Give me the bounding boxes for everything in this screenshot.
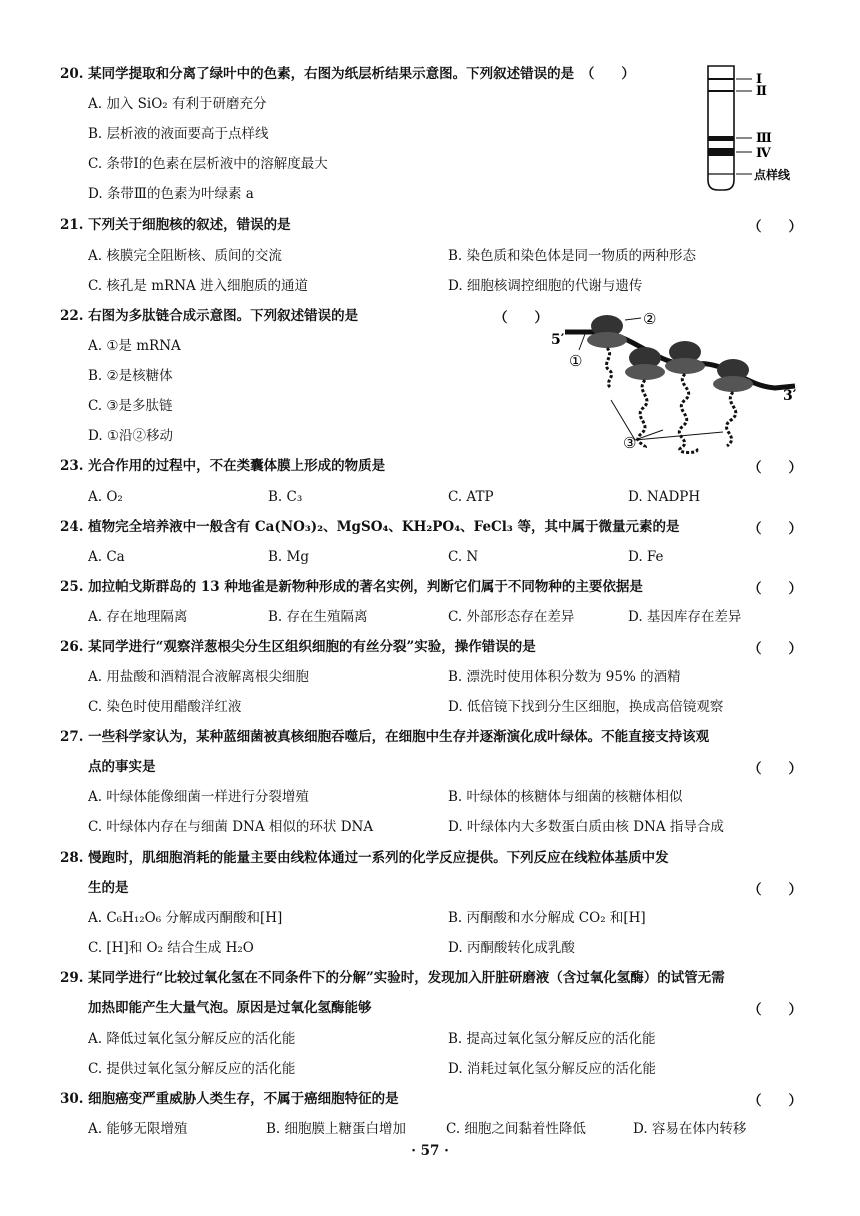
label-2: ② [643, 310, 657, 328]
question-24-option-c: C. N [448, 549, 479, 565]
question-20-option-b: B. 层析液的液面要高于点样线 [88, 126, 269, 142]
question-26-answer-blank[interactable]: （ ） [748, 641, 802, 657]
question-21-options [88, 276, 808, 296]
question-22-option-c: C. ③是多肽链 [88, 398, 173, 414]
chromatography-figure [700, 62, 810, 197]
question-23-options [88, 487, 808, 507]
question-30-option-a: A. 能够无限增殖 [88, 1121, 188, 1137]
question-26-option-c: C. 染色时使用醋酸洋红液 [88, 699, 242, 715]
label-5-prime: 5′ [551, 332, 565, 348]
question-25-option-b: B. 存在生殖隔离 [268, 609, 368, 625]
question-29-answer-blank[interactable]: （ ） [748, 1002, 802, 1018]
question-26-stem: 26. 某同学进行“观察洋葱根尖分生区组织细胞的有丝分裂”实验，操作错误的是 [60, 639, 536, 655]
question-28-options [88, 908, 808, 928]
question-27-option-b: B. 叶绿体的核糖体与细菌的核糖体相似 [448, 789, 683, 805]
question-28-option-d: D. 丙酮酸转化成乳酸 [448, 940, 575, 956]
question-21-stem: 21. 下列关于细胞核的叙述，错误的是 [60, 217, 291, 233]
question-26-option-b: B. 漂洗时使用体积分数为 95% 的酒精 [448, 669, 681, 685]
band-4 [708, 148, 734, 156]
question-30-option-b: B. 细胞膜上糖蛋白增加 [266, 1121, 407, 1137]
question-25-option-a: A. 存在地理隔离 [88, 609, 188, 625]
question-29-option-b: B. 提高过氧化氢分解反应的活化能 [448, 1031, 656, 1047]
question-26-options [88, 697, 808, 717]
question-29-stem: 29. 某同学进行“比较过氧化氢在不同条件下的分解”实验时，发现加入肝脏研磨液（含过氧化氢酶）的试管无需 [60, 970, 725, 986]
question-21-option-b: B. 染色质和染色体是同一物质的两种形态 [448, 248, 697, 264]
question-27-stem-cont: 点的事实是 [88, 759, 156, 775]
question-21-answer-blank[interactable]: （ ） [748, 219, 802, 235]
polypeptide-4 [726, 392, 735, 446]
ribosome-4 [713, 359, 753, 392]
translation-figure [545, 308, 810, 458]
question-30-options [88, 1119, 808, 1139]
question-24-stem: 24. 植物完全培养液中一般含有 Ca(NO₃)₂、MgSO₄、KH₂PO₄、FeCl₃ 等，其中属于微量元素的是 [60, 519, 680, 535]
question-27-option-d: D. 叶绿体内大多数蛋白质由核 DNA 指导合成 [448, 819, 724, 835]
question-30-stem: 30. 细胞癌变严重威胁人类生存，不属于癌细胞特征的是 [60, 1091, 399, 1107]
label-band-2: Ⅱ [756, 84, 767, 99]
question-25-options [88, 607, 808, 627]
pointer-2 [625, 318, 641, 320]
question-28-stem-cont: 生的是 [88, 880, 129, 896]
question-24-option-a: A. Ca [88, 549, 125, 565]
question-30-option-d: D. 容易在体内转移 [633, 1121, 747, 1137]
question-24-option-d: D. Fe [628, 549, 664, 565]
question-23-option-b: B. C₃ [268, 489, 303, 505]
question-29-options [88, 1029, 808, 1049]
ribosome-2 [625, 347, 665, 380]
question-27-options [88, 817, 808, 837]
question-25-option-c: C. 外部形态存在差异 [448, 609, 575, 625]
question-27-stem: 27. 一些科学家认为，某种蓝细菌被真核细胞吞噬后，在细胞中生存并逐渐演化成叶绿体。不能直接支持该观 [60, 729, 710, 745]
question-28-option-b: B. 丙酮酸和水分解成 CO₂ 和[H] [448, 910, 646, 926]
question-23-option-a: A. O₂ [88, 489, 123, 505]
question-30-option-c: C. 细胞之间黏着性降低 [446, 1121, 586, 1137]
question-20-option-c: C. 条带Ⅰ的色素在层析液中的溶解度最大 [88, 156, 328, 172]
question-28-answer-blank[interactable]: （ ） [748, 882, 802, 898]
question-23-stem: 23. 光合作用的过程中，不在类囊体膜上形成的物质是 [60, 458, 386, 474]
label-band-1: Ⅰ [756, 72, 763, 87]
question-24-options [88, 547, 808, 567]
band-1 [708, 78, 734, 80]
pointer-1 [579, 334, 585, 350]
ribosome-3 [665, 341, 705, 374]
label-1: ① [569, 352, 583, 370]
band-3 [708, 136, 734, 141]
question-22-stem: 22. 右图为多肽链合成示意图。下列叙述错误的是 [60, 308, 359, 324]
question-25-option-d: D. 基因库存在差异 [628, 609, 742, 625]
question-22-option-b: B. ②是核糖体 [88, 368, 173, 384]
question-22-answer-blank[interactable]: （ ） [494, 310, 548, 326]
polypeptide-3 [679, 374, 697, 453]
question-27-option-a: A. 叶绿体能像细菌一样进行分裂增殖 [88, 789, 309, 805]
question-20-option-d: D. 条带Ⅲ的色素为叶绿素 a [88, 186, 254, 202]
question-28-stem: 28. 慢跑时，肌细胞消耗的能量主要由线粒体通过一系列的化学反应提供。下列反应在线粒体基质中发 [60, 850, 669, 866]
polypeptide-1 [606, 348, 611, 388]
question-29-stem-cont: 加热即能产生大量气泡。原因是过氧化氢酶能够 [88, 1000, 372, 1016]
question-28-options [88, 938, 808, 958]
question-24-answer-blank[interactable]: （ ） [748, 521, 802, 537]
question-27-options [88, 787, 808, 807]
paper-strip [708, 66, 734, 190]
question-21-option-a: A. 核膜完全阻断核、质间的交流 [88, 248, 282, 264]
page-number: · 57 · [411, 1143, 449, 1159]
question-28-option-c: C. [H]和 O₂ 结合生成 H₂O [88, 940, 254, 956]
label-band-3: Ⅲ [756, 131, 772, 146]
question-20-option-a: A. 加入 SiO₂ 有利于研磨充分 [88, 96, 267, 112]
question-27-answer-blank[interactable]: （ ） [748, 761, 802, 777]
question-25-stem: 25. 加拉帕戈斯群岛的 13 种地雀是新物种形成的著名实例，判断它们属于不同物种的主要依据是 [60, 579, 643, 595]
question-29-options [88, 1059, 808, 1079]
question-27-option-c: C. 叶绿体内存在与细菌 DNA 相似的环状 DNA [88, 819, 374, 835]
question-21-options [88, 246, 808, 266]
question-28-option-a: A. C₆H₁₂O₆ 分解成丙酮酸和[H] [88, 910, 283, 926]
question-23-option-c: C. ATP [448, 489, 494, 505]
question-26-option-d: D. 低倍镜下找到分生区细胞，换成高倍镜观察 [448, 699, 724, 715]
question-29-option-d: D. 消耗过氧化氢分解反应的活化能 [448, 1061, 656, 1077]
label-3-prime: 3′ [783, 388, 797, 404]
label-sample-line: 点样线 [754, 168, 791, 182]
question-20-stem: 20. 某同学提取和分离了绿叶中的色素，右图为纸层析结果示意图。下列叙述错误的是 （ ） [60, 66, 635, 82]
question-26-options [88, 667, 808, 687]
question-29-option-a: A. 降低过氧化氢分解反应的活化能 [88, 1031, 296, 1047]
question-23-option-d: D. NADPH [628, 489, 701, 505]
question-30-answer-blank[interactable]: （ ） [748, 1093, 802, 1109]
question-24-option-b: B. Mg [268, 549, 309, 565]
band-2 [708, 90, 734, 92]
question-21-option-c: C. 核孔是 mRNA 进入细胞质的通道 [88, 278, 309, 294]
question-21-option-d: D. 细胞核调控细胞的代谢与遗传 [448, 278, 643, 294]
question-22-option-a: A. ①是 mRNA [88, 338, 181, 354]
question-23-answer-blank[interactable]: （ ） [748, 460, 802, 476]
label-band-4: Ⅳ [756, 146, 771, 161]
question-29-option-c: C. 提供过氧化氢分解反应的活化能 [88, 1061, 296, 1077]
question-22-option-d: D. ①沿②移动 [88, 428, 174, 444]
question-25-answer-blank[interactable]: （ ） [748, 581, 802, 597]
question-26-option-a: A. 用盐酸和酒精混合液解离根尖细胞 [88, 669, 309, 685]
label-3: ③ [623, 434, 637, 452]
